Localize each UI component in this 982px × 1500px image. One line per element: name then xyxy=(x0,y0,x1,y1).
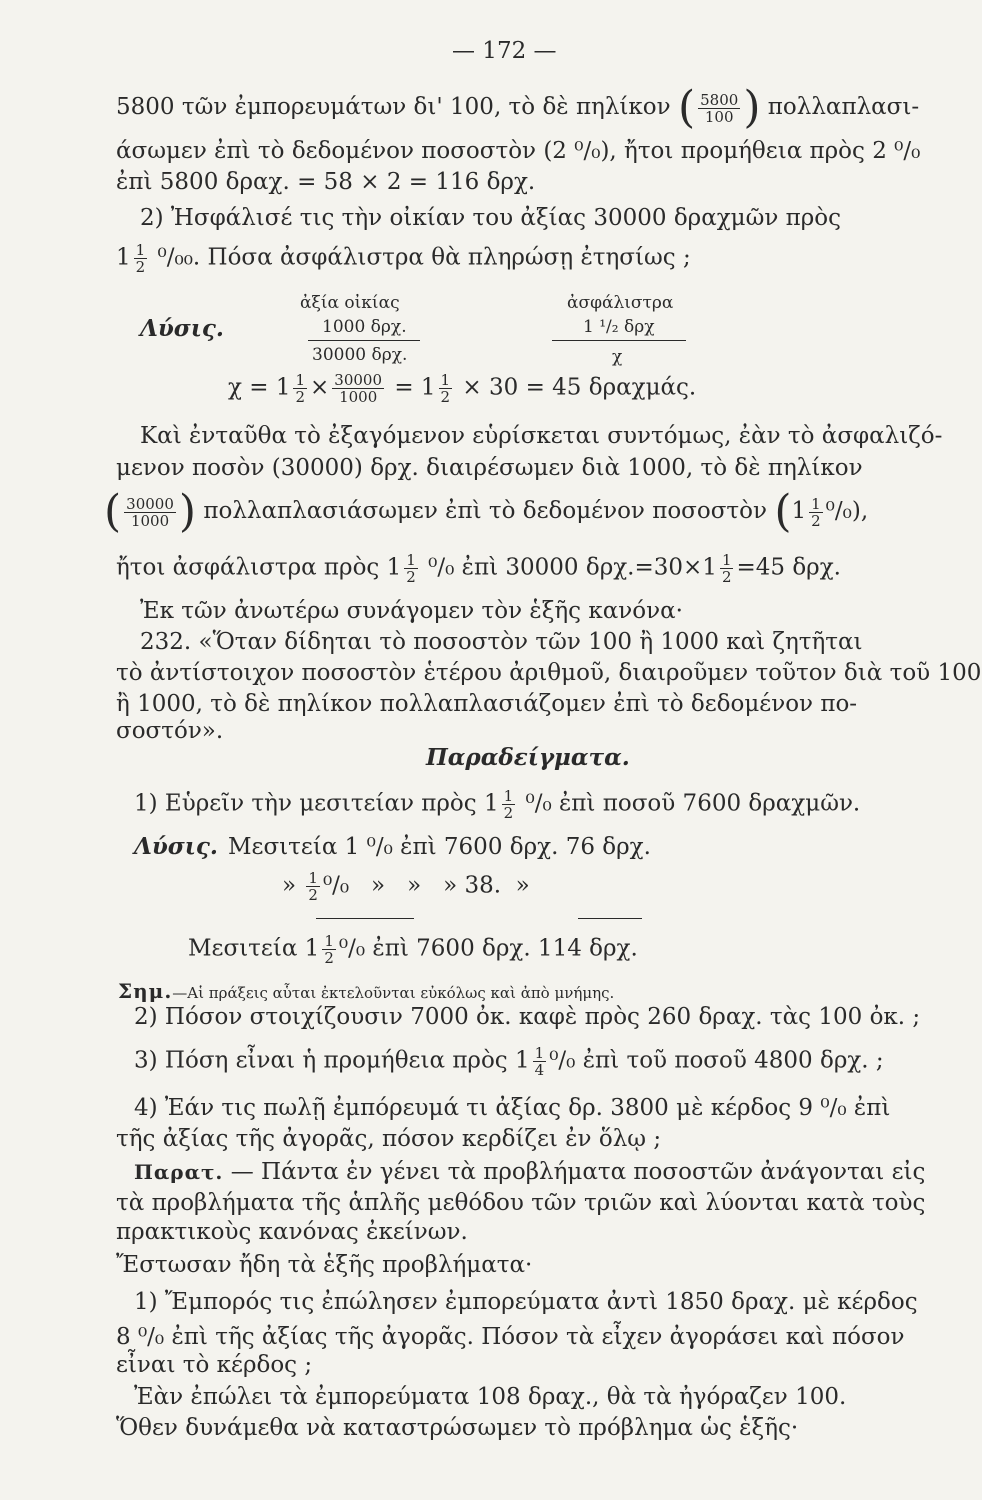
fraction xyxy=(439,372,453,405)
text-line: Ἐκ τῶν ἀνωτέρω συνάγομεν τὸν ἑξῆς κανόνα· xyxy=(140,598,683,624)
text-line: 8 ⁰/₀ ἐπὶ τῆς ἀξίας τῆς ἀγορᾶς. Πόσον τὰ εἶχεν ἀγοράσει καὶ πόσον xyxy=(116,1324,905,1350)
text-line: σοστόν». xyxy=(116,718,224,744)
table-cell: 30000 δρχ. xyxy=(312,345,408,365)
text-segment: ἤτοι ἀσφάλιστρα πρὸς 1 xyxy=(116,554,402,581)
text-segment: » xyxy=(282,872,297,899)
column-header: ἀσφάλιστρα xyxy=(567,293,674,313)
text-segment: 1) Εὑρεῖν τὴν μεσιτείαν πρὸς 1 xyxy=(134,790,499,817)
text-line: Ἐὰν ἐπώλει τὰ ἐμπορεύματα 108 δραχ., θὰ τὰ ἠγόραζεν 100. xyxy=(134,1384,847,1410)
table-cell: χ xyxy=(612,347,623,367)
fraction xyxy=(124,496,176,529)
text-line: 1) Ἔμπορός τις ἐπώλησεν ἐμπορεύματα ἀντὶ 1850 δραχ. μὲ κέρδος xyxy=(134,1289,918,1315)
column-header: ἀξία οἰκίας xyxy=(300,293,400,313)
numerator: 1 xyxy=(135,241,146,259)
denominator: 2 xyxy=(135,258,146,276)
text-segment: ⁰/₀ ἐπὶ 7600 δρχ. 114 δρχ. xyxy=(338,935,638,962)
text-segment: =45 δρχ. xyxy=(736,554,841,581)
text-line: ἐπὶ 5800 δραχ. = 58 × 2 = 116 δρχ. xyxy=(116,169,536,195)
denominator: 2 xyxy=(811,511,821,530)
text-line: τὸ ἀντίστοιχον ποσοστὸν ἑτέρου ἀριθμοῦ, διαιροῦμεν τοῦτον διὰ τοῦ 100 xyxy=(116,660,982,686)
text-line: μενον ποσὸν (30000) δρχ. διαιρέσωμεν διὰ 1000, τὸ δὲ πηλίκον xyxy=(116,455,863,481)
text-segment: 1 xyxy=(116,244,131,271)
text-line xyxy=(282,870,530,903)
text-segment: χ = 1 xyxy=(228,374,291,401)
denominator: 1000 xyxy=(339,388,378,406)
text-segment: 3) Πόση εἶναι ἡ προμήθεια πρὸς 1 xyxy=(134,1047,530,1074)
numerator: 1 xyxy=(534,1044,545,1062)
fraction xyxy=(404,552,418,585)
denominator: 2 xyxy=(406,568,416,586)
denominator: 4 xyxy=(534,1061,545,1079)
text-line: Καὶ ἐνταῦθα τὸ ἐξαγόμενον εὑρίσκεται συντόμως, ἐὰν τὸ ἀσφαλιζό- xyxy=(140,423,943,449)
fraction xyxy=(698,92,740,125)
numerator: 1 xyxy=(324,932,334,950)
page-number: — 172 — xyxy=(452,38,557,64)
text-segment: ⁰/₀ ἐπὶ ποσοῦ 7600 δραχμῶν. xyxy=(525,790,861,817)
text-line: πρακτικοὺς κανόνας ἐκείνων. xyxy=(116,1219,468,1245)
numerator: 1 xyxy=(308,869,318,887)
numerator: 1 xyxy=(440,371,451,389)
fraction xyxy=(720,552,734,585)
text-line: Μεσιτεία 1 ⁰/₀ ἐπὶ 7600 δρχ. 76 δρχ. xyxy=(228,834,651,860)
text-segment: ⁰/₀ ἐπὶ 30000 δρχ.=30×1 xyxy=(428,554,717,581)
text-segment: × xyxy=(310,374,330,401)
rule xyxy=(552,340,686,341)
fraction xyxy=(502,788,516,821)
denominator: 2 xyxy=(503,804,514,822)
numerator: 1 xyxy=(503,787,514,805)
fraction xyxy=(293,372,307,405)
text-segment: = 1 xyxy=(394,374,436,401)
denominator: 2 xyxy=(721,568,732,586)
text-line: Ἔστωσαν ἤδη τὰ ἑξῆς προβλήματα· xyxy=(116,1252,533,1278)
note-text: —Αἱ πράξεις αὗται ἐκτελοῦνται εὐκόλως καὶ ἀπὸ μνήμης. xyxy=(172,984,615,1002)
text-line: τῆς ἀξίας τῆς ἀγορᾶς, πόσον κερδίζει ἐν ὅλῳ ; xyxy=(116,1126,662,1152)
denominator: 2 xyxy=(324,949,334,967)
text-segment: πολλαπλασιάσωμεν ἐπὶ τὸ δεδομένον ποσοστὸν xyxy=(203,498,767,524)
solution-label: Λύσις. xyxy=(140,315,224,342)
paren-close: ) xyxy=(743,82,761,133)
rule xyxy=(316,918,414,919)
text-segment: ⁰/₀ » » » 38. » xyxy=(322,872,530,899)
text-line xyxy=(116,242,691,275)
table-cell: 1000 δρχ. xyxy=(322,317,407,337)
fraction xyxy=(809,496,823,529)
fraction xyxy=(306,870,320,903)
text-line: ἢ 1000, τὸ δὲ πηλίκον πολλαπλασιάζομεν ἐπὶ τὸ δεδομένον πο- xyxy=(116,691,858,717)
text-line xyxy=(134,788,860,821)
numerator: 30000 xyxy=(334,371,383,389)
text-segment: 1 xyxy=(791,498,807,524)
numerator: 1 xyxy=(811,494,821,513)
table-cell: 1 ¹/₂ δρχ xyxy=(583,317,655,337)
text-line xyxy=(134,1045,884,1078)
remark-label: Παρατ. xyxy=(134,1160,224,1184)
denominator: 1000 xyxy=(130,511,170,530)
text-line xyxy=(116,552,841,585)
paren-close: ) xyxy=(178,486,197,537)
paren-open: ( xyxy=(677,82,696,133)
text-line: 232. «Ὅταν δίδηται τὸ ποσοστὸν τῶν 100 ἢ 1000 καὶ ζητῆται xyxy=(140,629,863,655)
numerator: 1 xyxy=(295,371,306,389)
text-line xyxy=(134,1157,925,1187)
text-segment: Μεσιτεία 1 xyxy=(188,935,320,962)
text-line xyxy=(116,82,920,133)
denominator: 2 xyxy=(295,388,306,406)
denominator: 2 xyxy=(308,886,318,904)
numerator: 1 xyxy=(721,551,732,569)
text-line: άσωμεν ἐπὶ τὸ δεδομένον ποσοστὸν (2 ⁰/₀), ἤτοι προμήθεια πρὸς 2 ⁰/₀ xyxy=(116,138,921,164)
paren-open: ( xyxy=(774,486,792,537)
text-segment: ⁰/₀ ἐπὶ τοῦ ποσοῦ 4800 δρχ. ; xyxy=(549,1047,884,1074)
note-label: Σημ. xyxy=(118,979,173,1003)
fraction xyxy=(332,372,384,405)
fraction xyxy=(533,1045,547,1078)
text-line: εἶναι τὸ κέρδος ; xyxy=(116,1352,313,1378)
text-line: Ὅθεν δυνάμεθα νὰ καταστρώσωμεν τὸ πρόβλημα ὡς ἑξῆς· xyxy=(116,1415,799,1441)
rule xyxy=(578,918,642,919)
denominator: 2 xyxy=(440,388,451,406)
denominator: 100 xyxy=(704,107,734,126)
text-line: τὰ προβλήματα τῆς ἁπλῆς μεθόδου τῶν τριῶν καὶ λύονται κατὰ τοὺς xyxy=(116,1190,926,1216)
text-line: 2) Πόσον στοιχίζουσιν 7000 ὀκ. καφὲ πρὸς 260 δραχ. τὰς 100 ὀκ. ; xyxy=(134,1004,921,1030)
text-line: 4) Ἐάν τις πωλῇ ἐμπόρευμά τι ἀξίας δρ. 3800 μὲ κέρδος 9 ⁰/₀ ἐπὶ xyxy=(134,1095,891,1121)
text-segment: × 30 = 45 δραχμάς. xyxy=(462,374,697,401)
text-line: 2) Ἠσφάλισέ τις τὴν οἰκίαν του ἀξίας 30000 δραχμῶν πρὸς xyxy=(140,205,842,231)
text-segment: ⁰/₀₀. Πόσα ἀσφάλιστρα θὰ πληρώσῃ ἐτησίως ; xyxy=(157,244,691,271)
paren-open: ( xyxy=(104,486,122,537)
text-segment: πολλαπλασι- xyxy=(767,94,920,120)
fraction xyxy=(322,933,336,966)
equation xyxy=(228,372,696,405)
text-line xyxy=(104,486,869,537)
text-segment: 5800 τῶν ἐμπορευμάτων δι' 100, τὸ δὲ πηλίκον xyxy=(116,94,671,120)
numerator: 1 xyxy=(406,551,416,569)
text-segment: ⁰/₀), xyxy=(825,498,869,524)
numerator: 5800 xyxy=(700,90,739,109)
remark-text: — Πάντα ἐν γένει τὰ προβλήματα ποσοστῶν ἀνάγονται εἰς xyxy=(230,1159,926,1185)
numerator: 30000 xyxy=(126,494,174,513)
fraction xyxy=(134,242,148,275)
text-line xyxy=(188,933,638,966)
section-title: Παραδείγματα. xyxy=(426,744,630,771)
solution-label: Λύσις. xyxy=(134,833,218,860)
